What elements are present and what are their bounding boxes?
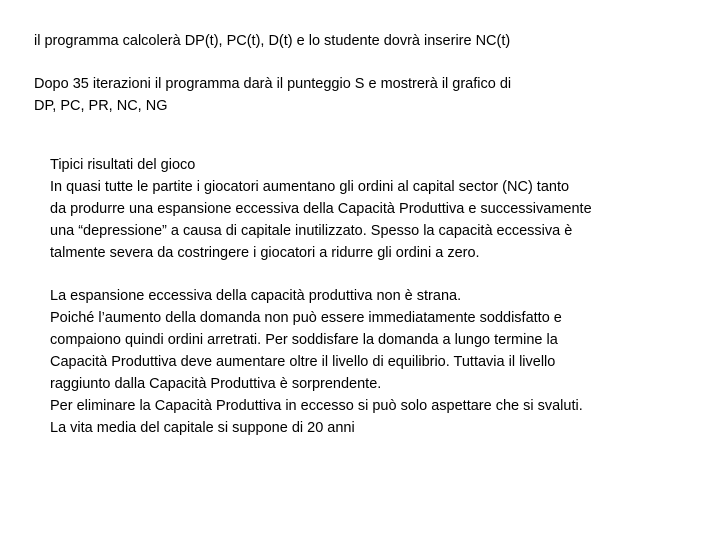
results-line-2: da produrre una espansione eccessiva della Capacità Produttiva e successivamente — [50, 201, 592, 217]
results-line-3: una “depressione” a causa di capitale inutilizzato. Spesso la capacità eccessiva è — [50, 223, 573, 239]
intro-line: il programma calcolerà DP(t), PC(t), D(t) e lo studente dovrà inserire NC(t) — [34, 33, 511, 49]
results-paragraph — [50, 154, 592, 264]
results-heading: Tipici risultati del gioco — [50, 157, 196, 173]
explanation-line-6: Per eliminare la Capacità Produttiva in eccesso si può solo aspettare che si svaluti. — [50, 398, 583, 414]
iterations-line-2: DP, PC, PR, NC, NG — [34, 98, 168, 114]
intro-paragraph — [34, 30, 510, 52]
iterations-line-1: Dopo 35 iterazioni il programma darà il punteggio S e mostrerà il grafico di — [34, 76, 512, 92]
results-line-1: In quasi tutte le partite i giocatori aumentano gli ordini al capital sector (NC) tanto — [50, 179, 570, 195]
explanation-paragraph — [50, 285, 583, 439]
explanation-line-3: compaiono quindi ordini arretrati. Per soddisfare la domanda a lungo termine la — [50, 332, 558, 348]
explanation-line-1: La espansione eccessiva della capacità produttiva non è strana. — [50, 288, 462, 304]
explanation-line-5: raggiunto dalla Capacità Produttiva è sorprendente. — [50, 376, 382, 392]
results-line-4: talmente severa da costringere i giocatori a ridurre gli ordini a zero. — [50, 245, 480, 261]
iterations-paragraph — [34, 73, 511, 117]
explanation-line-2: Poiché l’aumento della domanda non può essere immediatamente soddisfatto e — [50, 310, 562, 326]
explanation-line-7: La vita media del capitale si suppone di 20 anni — [50, 420, 355, 436]
explanation-line-4: Capacità Produttiva deve aumentare oltre il livello di equilibrio. Tuttavia il livello — [50, 354, 556, 370]
